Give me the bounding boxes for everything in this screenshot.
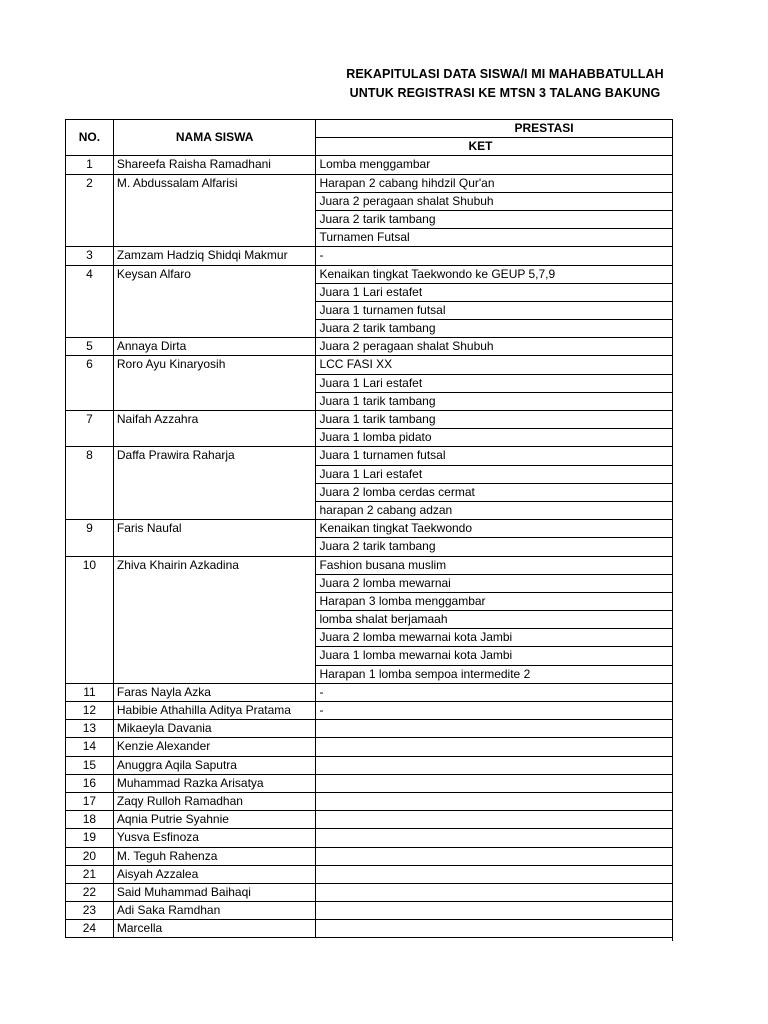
student-name: Shareefa Raisha Ramadhani [113,156,316,174]
student-name: Marcella [113,920,316,938]
student-name: M. Abdussalam Alfarisi [113,174,316,247]
student-number: 23 [66,902,114,920]
achievement-cell: Lomba menggambar [316,156,672,174]
student-name: Yusva Esfinoza [113,829,316,847]
student-number: 16 [66,774,114,792]
student-number: 24 [66,920,114,938]
student-number: 17 [66,792,114,810]
student-number: 14 [66,738,114,756]
achievement-cell: harapan 2 cabang adzan [316,501,672,519]
student-number: 13 [66,720,114,738]
header-prestasi: PRESTASI [316,120,672,138]
student-name: Said Muhammad Baihaqi [113,883,316,901]
achievement-cell: Juara 2 lomba mewarnai kota Jambi [316,629,672,647]
achievement-cell [316,774,672,792]
table-row [66,774,673,792]
achievement-cell: Juara 2 lomba cerdas cermat [316,483,672,501]
achievement-cell: Harapan 1 lomba sempoa intermedite 2 [316,665,672,683]
table-row [66,792,673,810]
table-row [66,902,673,920]
achievement-cell: LCC FASI XX [316,356,672,374]
table-row [66,247,673,265]
table-row [66,683,673,701]
achievement-cell: lomba shalat berjamaah [316,611,672,629]
achievement-cell: Juara 1 Lari estafet [316,465,672,483]
student-number: 22 [66,883,114,901]
achievement-cell: Turnamen Futsal [316,229,672,247]
student-name: Habibie Athahilla Aditya Pratama [113,702,316,720]
document-title: REKAPITULASI DATA SISWA/I MI MAHABBATULLAH [346,67,664,81]
table-row [66,411,673,429]
student-name: Zamzam Hadziq Shidqi Makmur [113,247,316,265]
achievement-cell [316,920,672,938]
achievement-cell: Juara 2 tarik tambang [316,320,672,338]
achievement-cell: Juara 2 peragaan shalat Shubuh [316,338,672,356]
table-row [66,338,673,356]
student-name: Annaya Dirta [113,338,316,356]
achievement-cell: Juara 2 peragaan shalat Shubuh [316,192,672,210]
achievement-cell [316,792,672,810]
achievement-cell [316,811,672,829]
student-name: Faras Nayla Azka [113,683,316,701]
achievement-cell: Kenaikan tingkat Taekwondo [316,520,672,538]
achievement-cell: Juara 1 turnamen futsal [316,301,672,319]
achievement-cell: Fashion busana muslim [316,556,672,574]
table-row [66,447,673,465]
achievement-cell: - [316,683,672,701]
table-row [66,865,673,883]
student-number: 18 [66,811,114,829]
student-name: Adi Saka Ramdhan [113,902,316,920]
student-number: 7 [66,411,114,447]
table-row [66,265,673,283]
achievement-cell: Juara 1 Lari estafet [316,283,672,301]
student-number: 6 [66,356,114,411]
table-right-border [672,119,673,941]
achievement-cell: - [316,702,672,720]
student-name: M. Teguh Rahenza [113,847,316,865]
achievement-cell: Harapan 3 lomba menggambar [316,592,672,610]
student-number: 10 [66,556,114,683]
student-number: 5 [66,338,114,356]
achievement-cell [316,883,672,901]
table-row [66,811,673,829]
table-row [66,883,673,901]
achievement-cell: Juara 1 lomba mewarnai kota Jambi [316,647,672,665]
table-row [66,556,673,574]
student-table [65,119,672,938]
table-row [66,156,673,174]
student-number: 9 [66,520,114,556]
student-name: Zaqy Rulloh Ramadhan [113,792,316,810]
student-name: Faris Naufal [113,520,316,556]
achievement-cell [316,738,672,756]
achievement-cell: Juara 2 lomba mewarnai [316,574,672,592]
table-row [66,829,673,847]
header-no: NO. [66,120,114,156]
achievement-cell [316,756,672,774]
achievement-cell [316,865,672,883]
student-name: Keysan Alfaro [113,265,316,338]
student-number: 4 [66,265,114,338]
achievement-cell: - [316,247,672,265]
achievement-cell [316,902,672,920]
table-row [66,520,673,538]
student-number: 21 [66,865,114,883]
student-name: Aqnia Putrie Syahnie [113,811,316,829]
student-name: Zhiva Khairin Azkadina [113,556,316,683]
student-number: 20 [66,847,114,865]
achievement-cell: Juara 1 Lari estafet [316,374,672,392]
student-number: 19 [66,829,114,847]
student-name: Aisyah Azzalea [113,865,316,883]
student-number: 11 [66,683,114,701]
student-number: 8 [66,447,114,520]
header-nama-siswa: NAMA SISWA [113,120,316,156]
table-row [66,847,673,865]
document-subtitle: UNTUK REGISTRASI KE MTSN 3 TALANG BAKUNG [349,86,661,100]
table-row [66,174,673,192]
student-name: Anuggra Aqila Saputra [113,756,316,774]
student-number: 12 [66,702,114,720]
table-row [66,756,673,774]
achievement-cell: Juara 1 tarik tambang [316,411,672,429]
header-row [66,120,673,138]
achievement-cell [316,720,672,738]
table-row [66,702,673,720]
achievement-cell: Juara 1 lomba pidato [316,429,672,447]
achievement-cell: Harapan 2 cabang hihdzil Qur'an [316,174,672,192]
student-number: 2 [66,174,114,247]
achievement-cell: Kenaikan tingkat Taekwondo ke GEUP 5,7,9 [316,265,672,283]
achievement-cell: Juara 1 turnamen futsal [316,447,672,465]
table-row [66,920,673,938]
table-row [66,738,673,756]
student-name: Naifah Azzahra [113,411,316,447]
table-row [66,720,673,738]
header-ket: KET [316,138,672,156]
achievement-cell [316,829,672,847]
achievement-cell: Juara 2 tarik tambang [316,538,672,556]
student-number: 3 [66,247,114,265]
student-name: Kenzie Alexander [113,738,316,756]
table-row [66,356,673,374]
student-name: Muhammad Razka Arisatya [113,774,316,792]
student-number: 15 [66,756,114,774]
student-name: Daffa Prawira Raharja [113,447,316,520]
achievement-cell [316,847,672,865]
achievement-cell: Juara 2 tarik tambang [316,210,672,228]
student-name: Mikaeyla Davania [113,720,316,738]
achievement-cell: Juara 1 tarik tambang [316,392,672,410]
student-name: Roro Ayu Kinaryosih [113,356,316,411]
student-number: 1 [66,156,114,174]
